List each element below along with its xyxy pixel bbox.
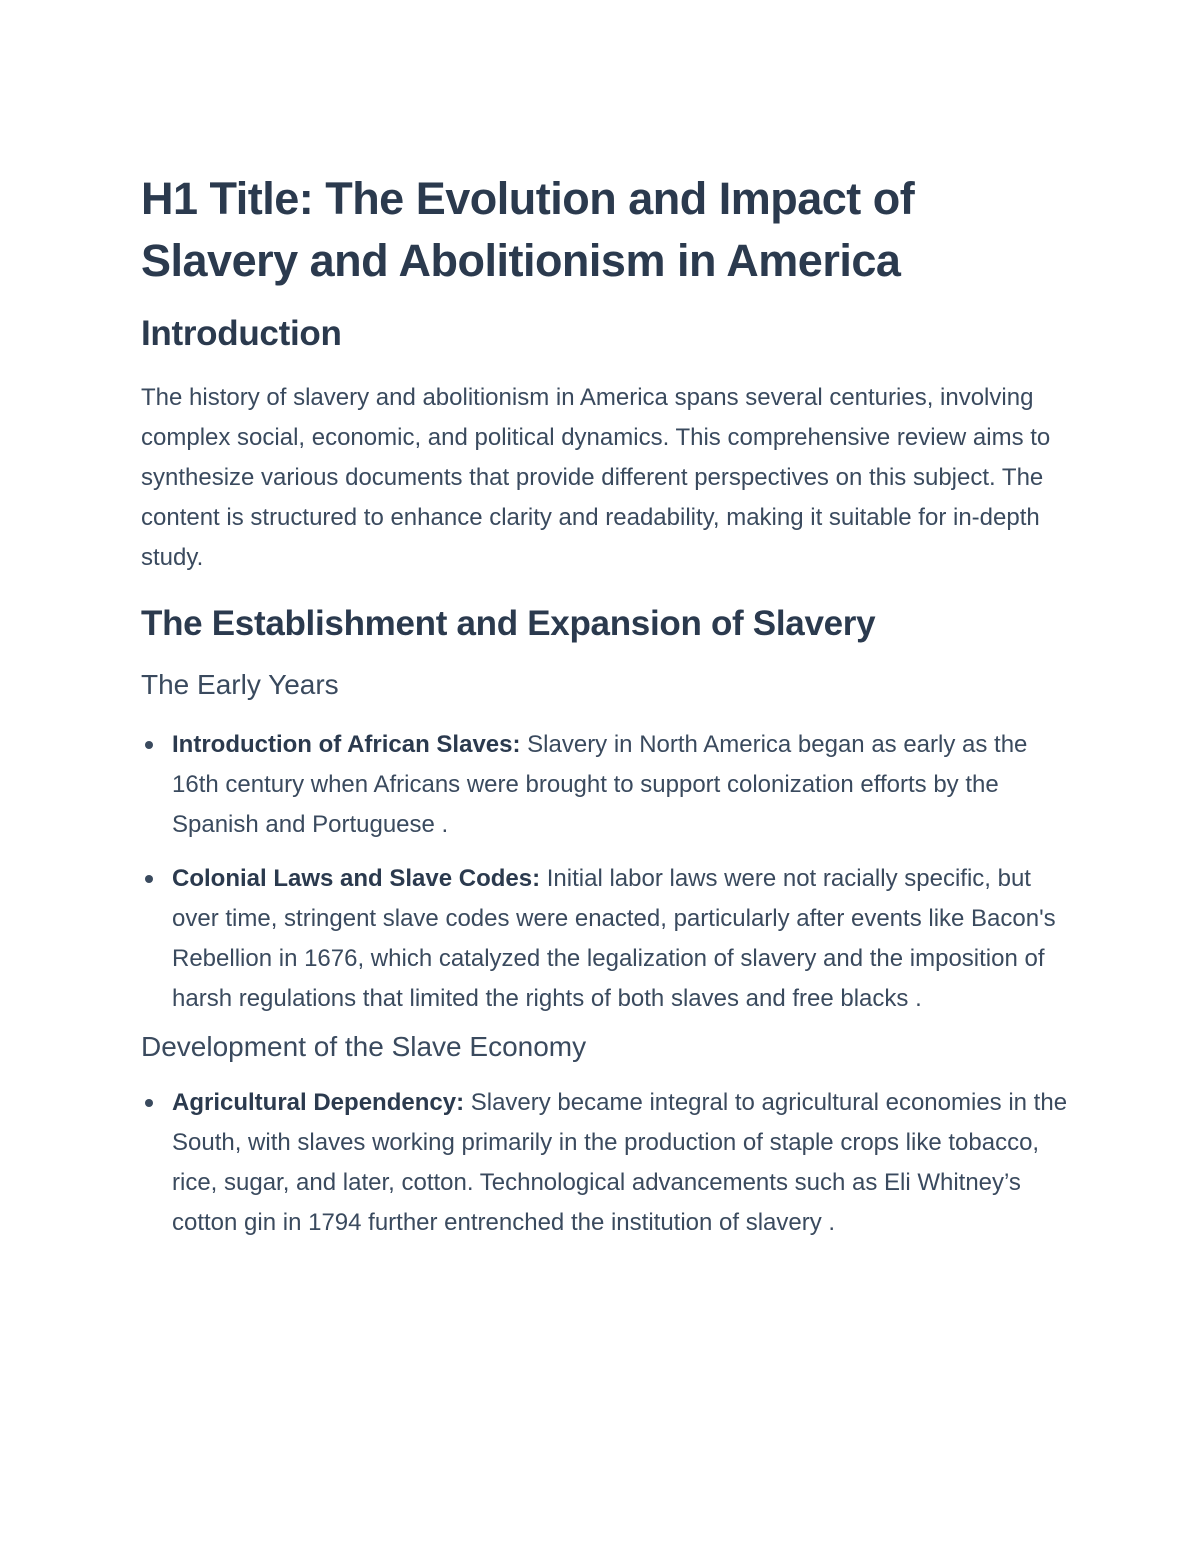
introduction-paragraph: The history of slavery and abolitionism in America spans several centuries, involving complex social, economic, and political dynamics. This comprehensive review aims to synthesize various documents that provide different perspectives on this subject. The content is structured to enhance clarity and readability, making it suitable for in-depth study. — [141, 384, 1051, 571]
early-years-heading: The Early Years — [141, 669, 339, 700]
bullet-icon — [145, 875, 153, 883]
list-item-text: Initial labor laws were not racially specific, but over time, stringent slave codes were enacted, particularly after events like Bacon's Rebellion in 1676, which catalyzed the legalization of slavery and the imposition of harsh regulations that limited the rights of both slaves and free blacks . — [172, 865, 1056, 1012]
document-title: H1 Title: The Evolution and Impact of Slavery and Abolitionism in America — [141, 173, 915, 286]
list-item — [141, 859, 1071, 1019]
list-item-text: Slavery became integral to agricultural economies in the South, with slaves working primarily in the production of staple crops like tobacco, rice, sugar, and later, cotton. Technological advancements such as Eli Whitney’s cotton gin in 1794 further entrenched the institution of slavery . — [172, 1089, 1068, 1236]
early-years-list — [141, 725, 1071, 1019]
introduction-heading: Introduction — [141, 314, 342, 353]
list-item — [141, 725, 1071, 845]
list-item-term: Colonial Laws and Slave Codes: — [172, 865, 541, 892]
slave-economy-heading: Development of the Slave Economy — [141, 1031, 587, 1062]
list-item-text: Slavery in North America began as early as the 16th century when Africans were brought to support colonization efforts by the Spanish and Portuguese . — [172, 731, 1028, 838]
slave-economy-list — [141, 1083, 1071, 1243]
establishment-heading: The Establishment and Expansion of Slavery — [141, 604, 876, 643]
bullet-icon — [145, 741, 153, 749]
list-item-term: Agricultural Dependency: — [172, 1089, 465, 1116]
bullet-icon — [145, 1099, 153, 1107]
list-item — [141, 1083, 1071, 1243]
document-page — [141, 168, 1071, 1243]
list-item-term: Introduction of African Slaves: — [172, 731, 521, 758]
